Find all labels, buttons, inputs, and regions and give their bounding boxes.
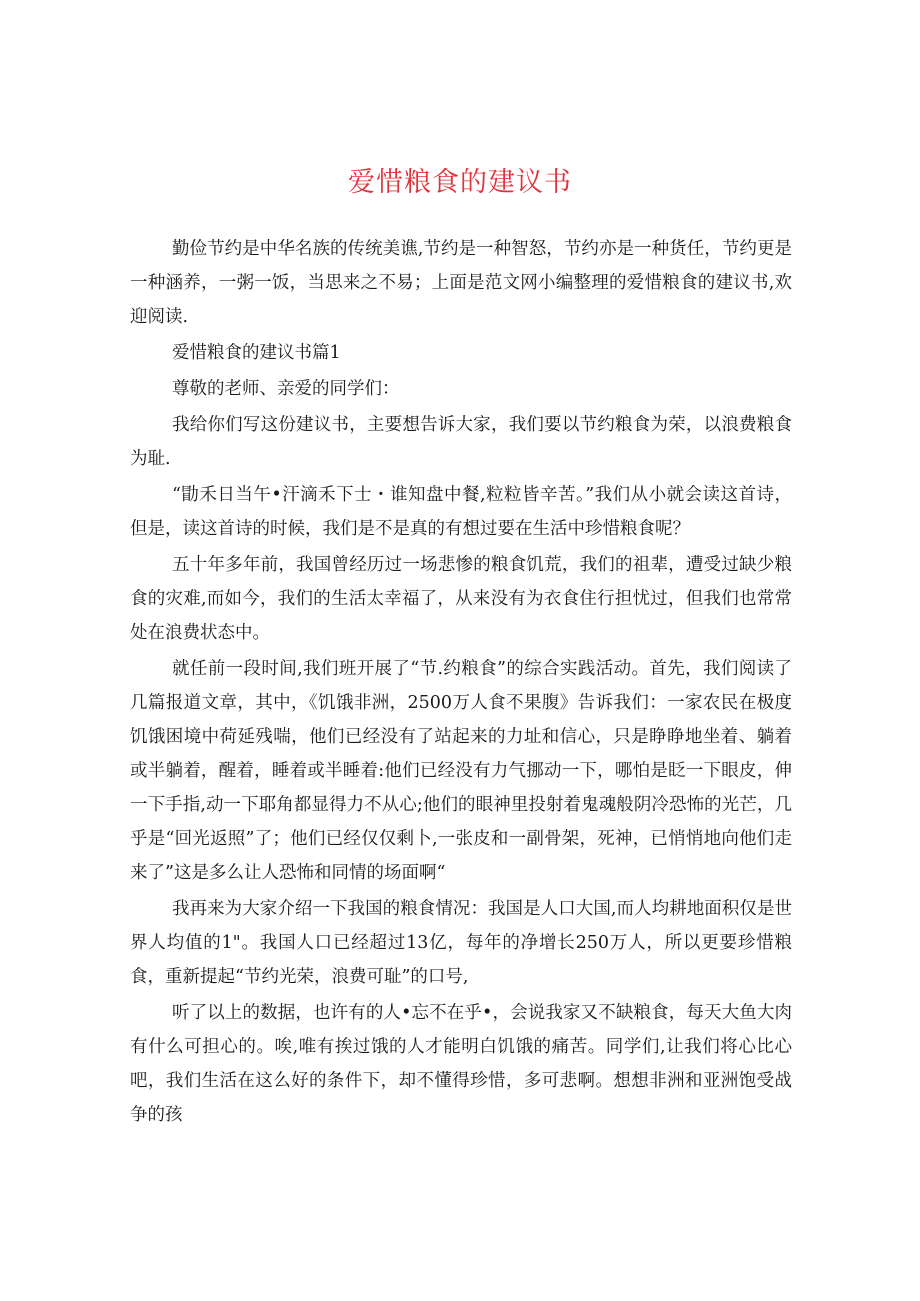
body-paragraph: 五十年多年前，我国曾经历过一场悲惨的粮食饥荒，我们的祖辈，遭受过缺少粮食的灾难,而如今，我们的生活太幸福了，从来没有为衣食住行担忧过，但我们也常常处在浪费状态中。 (130, 555, 792, 643)
intro-paragraph: 勤俭节约是中华名族的传统美谯,节约是一种智怒，节约亦是一种货任，节约更是一种涵养，一粥一饭，当思来之不易；上面是范文网小编整理的爱惜粮食的建议书,欢迎阅读. (130, 239, 792, 327)
section-heading: 爱惜粮食的建议书篇1 (172, 343, 341, 363)
document-body (130, 232, 792, 1132)
document-title: 爱惜粮食的建议书 (348, 167, 572, 198)
body-paragraph: 我再来为大家介绍一下我国的粮食情况：我国是人口大国,而人均耕地面积仅是世界人均值的1"。我国人口已经超过13亿，每年的净增长250万人，所以更要珍惜粮食，重新提起“节约光荣，浪费可耻”的口号, (130, 899, 792, 987)
salutation: 尊敬的老师、亲爱的同学们： (172, 379, 400, 399)
body-paragraph: 我给你们写这份建议书，主要想告诉大家，我们要以节约粮食为荣，以浪费粮食为耻. (130, 415, 792, 469)
body-paragraph: 就任前一段时间,我们班开展了“节.约粮食”的综合实践活动。首先，我们阅读了几篇报道文章，其中，《饥饿非洲，2500万人食不果腹》告诉我们：一家农民在极度饥饿困境中荷延残喘，他们已经没有了站起来的力址和信心，只是睁睁地坐着、躺着或半躺着，醒着，睡着或半睡着:他们已经没有力气挪动一下，哪怕是眨一下眼皮，伸一下手指,动一下耶角都显得力不从心;他们的眼神里投射着鬼魂般阴冷恐怖的光芒，几乎是“回光返照”了；他们已经仅仅剩卜,一张皮和一副骨架，死神，已悄悄地向他们走来了”这是多么让人恐怖和同情的场面啊“ (130, 659, 792, 883)
body-paragraph: “勖禾日当午•汗滴禾下士・谁知盘中餐,粒粒皆辛苦。”我们从小就会读这首诗，但是，读这首诗的时候，我们是不是真的有想过要在生活中珍惜粮食呢？ (130, 485, 792, 539)
body-paragraph: 听了以上的数据，也许有的人•忘不在乎•，会说我家又不缺粮食，每天大鱼大肉有什么可担心的。唉,唯有挨过饿的人才能明白饥饿的痛苦。同学们,让我们将心比心吧，我们生活在这么好的条件下，却不懂得珍惜，多可悲啊。想想非洲和亚洲饱受战争的孩 (130, 1003, 792, 1125)
